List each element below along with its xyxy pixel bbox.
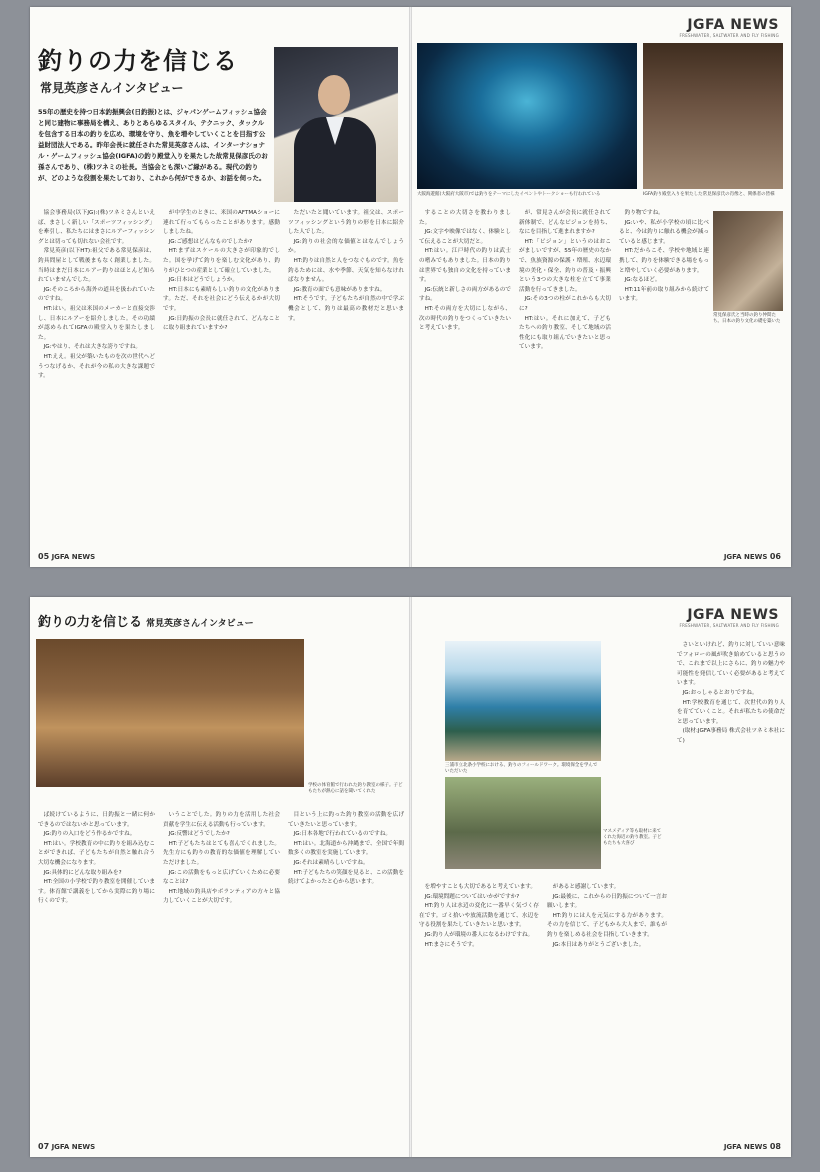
page-number: 08 bbox=[769, 1142, 781, 1151]
photo-caption: 学校の体育館で行われた釣り教室の様子。子どもたちが熱心に話を聞いてくれた bbox=[308, 783, 403, 794]
photo-caption: 大阪海遊館(大阪府大阪市)では釣りをテーマにしたイベントやトークショーも行われている bbox=[417, 192, 601, 197]
page-footer-right bbox=[724, 552, 781, 561]
spine-gutter bbox=[409, 597, 412, 1157]
body-column-4: を増やすことも大切であると考えています。 JG:環境問題についてはいかがですか? HT:釣り人は水辺の変化に一番早く気づく存在です。ゴミ拾いや放流活動を通じて、水辺を守る役割を果たしていきたいと思います。 JG:釣り人が環境の番人になるわけですね。 HT:まさにそうです。 bbox=[419, 884, 539, 948]
running-header: 釣りの力を信じる 常見英彦さんインタビュー bbox=[38, 615, 254, 630]
hall-of-fame-photo bbox=[643, 43, 783, 189]
body-columns-p08-lower bbox=[419, 883, 673, 1138]
body-column-2: が中学生のときに、米国のAFTMAショーに連れて行ってもらったことがあります。感動しましたね。 JG:ご感想はどんなものでしたか? HT:まずはスケールの大きさが印象的でした。国を挙げて釣りを楽しむ文化があり、釣りがひとつの産業として確立していました。 JG:日本はどうでしょうか。 HT:日本にも素晴らしい釣りの文化があります。ただ、それを社会にどう伝えるかが大切です。 JG:日釣振の会長に就任されて、どんなことに取り組まれていますか? bbox=[163, 210, 280, 332]
body-columns-p08-right bbox=[677, 641, 785, 1136]
photo-caption: マスメディア等も取材に来てくれた海辺の釣り教室。子どもたちも大喜び bbox=[603, 829, 662, 846]
school-gym-photo bbox=[36, 639, 304, 787]
magazine-logo: JGFA NEWS FRESHWATER, SALTWATER AND FLY FISHING bbox=[679, 607, 779, 628]
page-footer-left bbox=[38, 552, 95, 561]
historical-photo bbox=[713, 211, 783, 311]
body-columns-p07 bbox=[38, 811, 404, 1136]
body-column-6: さいといけれど、釣りに対していい意味でフォローの風が吹き始めていると思うので、これまで以上にさらに、釣りの魅力や可能性を発信していく必要があると考えています。 JG:おっしゃるとおりですね。 HT:学校教育を通じて、次世代の釣り人を育てていくこと。それが私たちの使命だと思っています。 (取材:JGFA事務局 株式会社ツネミ本社にて) bbox=[677, 642, 785, 744]
aquarium-event-photo bbox=[417, 43, 637, 189]
body-column-1: 協会事務局(以下JG):(株)ツネミさんといえば、まさしく新しい「スポーツフィッシング」を牽引し、私たちにはまさにルアーフィッシングとは切っても切れない会社です。 常見英彦(以下HT):祖父である常見保彦は、釣具問屋として戦後まもなく創業しました。当時はまだ日本にルアー釣りはほとんど知られていませんでした。 JG:そのころから海外の道具を扱われていたのですね。 HT:はい。祖父は米国のメーカーと直接交渉し、日本にルアーを紹介しました。その功績が認められてIGFAの殿堂入りを果たしました。 JG:やはり、それは大きな誇りですね。 HT:ええ。祖父が築いたものを次の世代へどうつなげるか、それが今の私の大きな課題です。 bbox=[38, 210, 155, 380]
article-lead: 55年の歴史を持つ日本釣振興会(日釣振)とは、ジャパンゲームフィッシュ協会と同じ建物に事務局を構え、ありとあらゆるスタイル、テクニック、タックルを包含する日本の釣りを広め、環境を守り、魚を増やしていくことを目指す公益財団法人である。昨年会長に就任された常見英彦さんは、インターナショナル・ゲームフィッシュ協会(IGFA)の釣り殿堂入りを果たした故常見保彦氏のお孫さんであり、(株)ツネミの社長。当協会とも深いご縁がある。現代の釣りが、どのような役割を果たしており、これから何ができるか、お話を伺った。 bbox=[38, 108, 268, 182]
coast-fieldwork-photo bbox=[445, 641, 601, 761]
footer-brand: JGFA NEWS bbox=[723, 553, 768, 561]
page-number: 06 bbox=[769, 552, 781, 561]
body-column-1: ば続けているように、日釣振と一緒に何かできるのではないかと思っています。 JG:釣りの入口をどう作るかですね。 HT:はい。学校教育の中に釣りを組み込むことができれば、子どもたちが自然と触れ合う大切な機会になります。 JG:具体的にどんな取り組みを? HT:全国の小学校で釣り教室を開催しています。体育館で講義をしてから実際に釣り場に行くのです。 bbox=[38, 812, 155, 905]
rocky-shore-photo bbox=[445, 777, 601, 869]
photo-caption: 常見保彦氏と当時の釣り仲間たち。日本の釣り文化の礎を築いた bbox=[713, 313, 781, 324]
page-number: 07 bbox=[38, 1142, 50, 1151]
page-08 bbox=[411, 597, 791, 1157]
photo-caption: 三浦市立北条小学校における、釣りのフィールドワーク。環境保全を学んでいただいた bbox=[445, 763, 598, 774]
footer-brand: JGFA NEWS bbox=[51, 553, 96, 561]
footer-brand: JGFA NEWS bbox=[51, 1143, 96, 1151]
spine-gutter bbox=[409, 7, 412, 567]
page-number: 05 bbox=[38, 552, 50, 561]
photo-caption: IGFA釣り殿堂入りを果たした常見保彦氏の肖像と、関係者の皆様 bbox=[643, 192, 775, 197]
footer-brand: JGFA NEWS bbox=[723, 1143, 768, 1151]
portrait-photo bbox=[274, 47, 398, 202]
page-footer-left bbox=[38, 1142, 95, 1151]
page-footer-right bbox=[724, 1142, 781, 1151]
body-column-4: することの大切さを教わりました。 JG:文字や映像ではなく、体験として伝えることが大切だと。 HT:はい。江戸時代の釣りは武士の嗜みでもありました。日本の釣りは世界でも独自の文化を持っています。 JG:伝統と新しさの両方があるのですね。 HT:その両方を大切にしながら、次の時代の釣りをつくっていきたいと考えています。 bbox=[419, 210, 511, 332]
body-column-3: ただいたと聞いています。祖父は、スポーツフィッシングという釣りの形を日本に紹介した人でした。 JG:釣りの社会的な価値とはなんでしょうか。 HT:釣りは自然と人をつなぐものです。魚を釣るためには、水や季節、天気を知らなければなりません。 JG:教育の面でも意味がありますね。 HT:そうです。子どもたちが自然の中で学ぶ機会として、釣りは最高の教材だと思います。 bbox=[288, 210, 404, 322]
page-06 bbox=[411, 7, 791, 567]
article-title: 釣りの力を信じる bbox=[38, 46, 238, 75]
body-column-3: 目という上に釣った釣り教室の活動を広げていきたいと思っています。 JG:日本各地で行われているのですね。 HT:はい。北海道から沖縄まで、全国で年間数多くの教室を実施しています。 JG:それは素晴らしいですね。 HT:子どもたちの笑顔を見ると、この活動を続けてよかったと心から思います。 bbox=[288, 812, 404, 886]
article-subtitle: 常見英彦さんインタビュー bbox=[40, 81, 184, 95]
body-column-5: が、常見さんが会長に就任されて新体制で、どんなビジョンを持ち、なにを目指して進まれますか? HT:「ビジョン」というのはおこがましいですが、55年の歴史のなかで、魚族資源の保護・増殖、水辺環境の美化・保全、釣りの普及・振興という3つの大きな柱を立てて事業活動を行ってきました。 JG:その3つの柱がこれからも大切に? HT:はい。それに加えて、子どもたちへの釣り教室、そして地域の活性化にも取り組んでいきたいと思っています。 bbox=[519, 210, 611, 351]
body-column-2: いうことでした。釣りの力を活用した社会貢献を学生に伝える活動も行っています。 JG:反響はどうでしたか? HT:子どもたちはとても喜んでくれました。先生方にも釣りの教育的な価値を理解していただけました。 JG:この活動をもっと広げていくために必要なことは? HT:地域の釣具店やボランティアの方々と協力していくことが大切です。 bbox=[163, 812, 280, 905]
page-07 bbox=[30, 597, 410, 1157]
body-columns-p05 bbox=[38, 209, 404, 544]
magazine-logo: JGFA NEWS FRESHWATER, SALTWATER AND FLY FISHING bbox=[679, 17, 779, 38]
body-columns-p06 bbox=[419, 209, 709, 544]
body-column-5: があると感謝しています。 JG:最後に、これからの日釣振について一言お願いします。 HT:釣りには人を元気にする力があります。その力を信じて、子どもから大人まで、誰もが釣りを楽しめる社会を目指していきます。 JG:本日はありがとうございました。 bbox=[547, 884, 667, 948]
page-05 bbox=[30, 7, 410, 567]
body-column-6: 釣り物ですね。 JG:いや、私が小学校の頃に比べると、今は釣りに触れる機会が減っていると感じます。 HT:だからこそ、学校や地域と連携して、釣りを体験できる場をもっと増やしていく必要があります。 JG:なるほど。 HT:11年前の取り組みから続けています。 bbox=[619, 210, 709, 303]
